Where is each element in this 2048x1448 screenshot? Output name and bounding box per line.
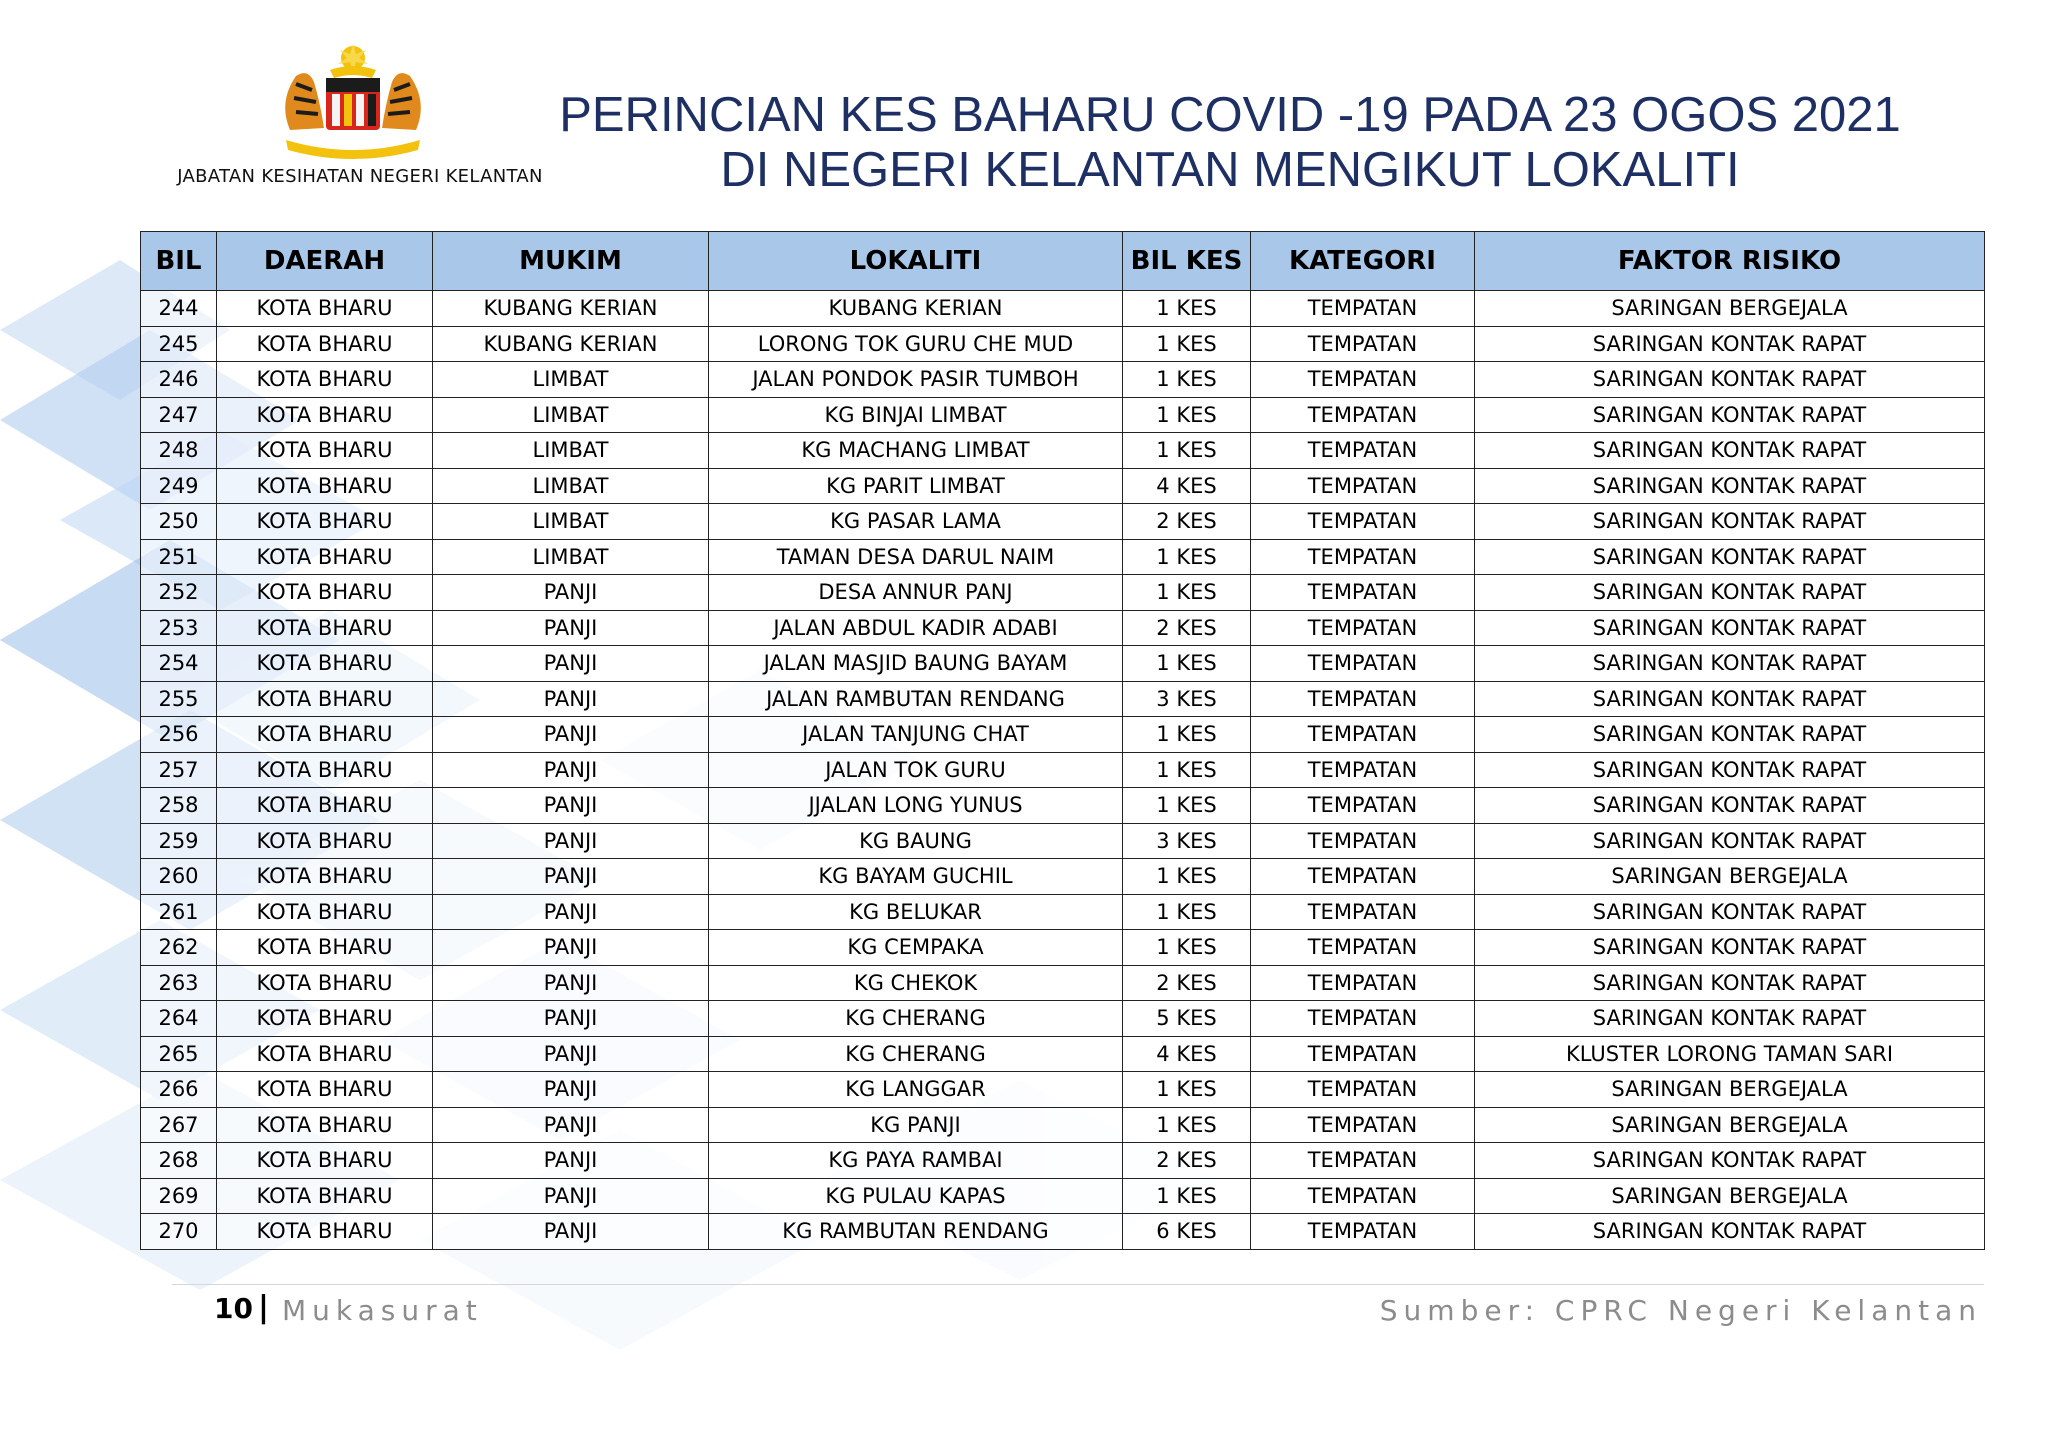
cell-kategori: TEMPATAN — [1251, 681, 1475, 717]
cell-daerah: KOTA BHARU — [217, 291, 433, 327]
malaysia-coat-of-arms-icon — [268, 42, 438, 164]
title-line-2: DI NEGERI KELANTAN MENGIKUT LOKALITI — [720, 143, 1740, 197]
cell-faktor-risiko: SARINGAN KONTAK RAPAT — [1475, 397, 1985, 433]
cell-bil: 252 — [141, 575, 217, 611]
cell-mukim: PANJI — [433, 717, 709, 753]
cell-bil-kes: 5 KES — [1123, 1001, 1251, 1037]
cell-faktor-risiko: SARINGAN KONTAK RAPAT — [1475, 823, 1985, 859]
cell-daerah: KOTA BHARU — [217, 859, 433, 895]
cell-mukim: PANJI — [433, 1107, 709, 1143]
cell-faktor-risiko: SARINGAN KONTAK RAPAT — [1475, 752, 1985, 788]
cell-bil-kes: 1 KES — [1123, 752, 1251, 788]
cell-lokaliti: LORONG TOK GURU CHE MUD — [709, 326, 1123, 362]
cell-bil-kes: 1 KES — [1123, 539, 1251, 575]
table-row — [141, 1107, 1985, 1143]
cell-faktor-risiko: SARINGAN KONTAK RAPAT — [1475, 433, 1985, 469]
cell-mukim: PANJI — [433, 1001, 709, 1037]
cell-mukim: LIMBAT — [433, 468, 709, 504]
cell-lokaliti: JALAN TANJUNG CHAT — [709, 717, 1123, 753]
cell-daerah: KOTA BHARU — [217, 965, 433, 1001]
cell-mukim: KUBANG KERIAN — [433, 326, 709, 362]
cell-daerah: KOTA BHARU — [217, 646, 433, 682]
cell-bil: 270 — [141, 1214, 217, 1250]
table-row — [141, 504, 1985, 540]
cell-bil-kes: 4 KES — [1123, 1036, 1251, 1072]
column-header-faktor-risiko: FAKTOR RISIKO — [1475, 232, 1985, 291]
column-header-lokaliti: LOKALITI — [709, 232, 1123, 291]
table-row — [141, 717, 1985, 753]
cell-kategori: TEMPATAN — [1251, 930, 1475, 966]
cell-bil: 254 — [141, 646, 217, 682]
table-row — [141, 646, 1985, 682]
cell-kategori: TEMPATAN — [1251, 646, 1475, 682]
cell-bil-kes: 3 KES — [1123, 681, 1251, 717]
cell-kategori: TEMPATAN — [1251, 1036, 1475, 1072]
title-line-1: PERINCIAN KES BAHARU COVID -19 PADA 23 OGOS 2021 — [559, 88, 1901, 142]
table-row — [141, 575, 1985, 611]
table-row — [141, 397, 1985, 433]
page-title — [540, 88, 1920, 198]
cell-lokaliti: KG PAYA RAMBAI — [709, 1143, 1123, 1179]
cell-faktor-risiko: SARINGAN KONTAK RAPAT — [1475, 610, 1985, 646]
cell-daerah: KOTA BHARU — [217, 681, 433, 717]
cell-kategori: TEMPATAN — [1251, 539, 1475, 575]
cell-mukim: PANJI — [433, 1214, 709, 1250]
column-header-bil: BIL — [141, 232, 217, 291]
cell-bil-kes: 1 KES — [1123, 930, 1251, 966]
cell-lokaliti: KG MACHANG LIMBAT — [709, 433, 1123, 469]
cell-faktor-risiko: SARINGAN BERGEJALA — [1475, 1072, 1985, 1108]
cell-bil: 258 — [141, 788, 217, 824]
cell-mukim: PANJI — [433, 575, 709, 611]
cell-mukim: PANJI — [433, 752, 709, 788]
cell-kategori: TEMPATAN — [1251, 291, 1475, 327]
cell-bil-kes: 1 KES — [1123, 859, 1251, 895]
cell-bil: 244 — [141, 291, 217, 327]
cell-kategori: TEMPATAN — [1251, 504, 1475, 540]
cell-mukim: PANJI — [433, 859, 709, 895]
cell-daerah: KOTA BHARU — [217, 752, 433, 788]
cell-mukim: PANJI — [433, 788, 709, 824]
table-row — [141, 823, 1985, 859]
cell-bil-kes: 1 KES — [1123, 362, 1251, 398]
cell-bil: 261 — [141, 894, 217, 930]
cell-kategori: TEMPATAN — [1251, 965, 1475, 1001]
cell-kategori: TEMPATAN — [1251, 1214, 1475, 1250]
cell-bil-kes: 1 KES — [1123, 397, 1251, 433]
cell-bil-kes: 1 KES — [1123, 291, 1251, 327]
table-header-row — [141, 232, 1985, 291]
cell-mukim: PANJI — [433, 1143, 709, 1179]
cell-faktor-risiko: SARINGAN KONTAK RAPAT — [1475, 1143, 1985, 1179]
cell-daerah: KOTA BHARU — [217, 610, 433, 646]
cell-faktor-risiko: SARINGAN KONTAK RAPAT — [1475, 681, 1985, 717]
cell-mukim: LIMBAT — [433, 433, 709, 469]
cell-bil-kes: 2 KES — [1123, 610, 1251, 646]
cell-daerah: KOTA BHARU — [217, 1143, 433, 1179]
cell-kategori: TEMPATAN — [1251, 433, 1475, 469]
cell-lokaliti: KG BELUKAR — [709, 894, 1123, 930]
cell-bil-kes: 3 KES — [1123, 823, 1251, 859]
cell-lokaliti: KUBANG KERIAN — [709, 291, 1123, 327]
cell-bil: 260 — [141, 859, 217, 895]
cell-bil-kes: 1 KES — [1123, 1107, 1251, 1143]
cell-lokaliti: KG PARIT LIMBAT — [709, 468, 1123, 504]
cell-faktor-risiko: SARINGAN BERGEJALA — [1475, 1178, 1985, 1214]
table-row — [141, 752, 1985, 788]
cell-bil: 268 — [141, 1143, 217, 1179]
cell-mukim: PANJI — [433, 894, 709, 930]
cell-kategori: TEMPATAN — [1251, 788, 1475, 824]
cell-lokaliti: JALAN TOK GURU — [709, 752, 1123, 788]
cell-daerah: KOTA BHARU — [217, 326, 433, 362]
cell-bil: 255 — [141, 681, 217, 717]
table-row — [141, 930, 1985, 966]
cell-bil: 259 — [141, 823, 217, 859]
case-table — [140, 231, 1985, 1250]
cell-daerah: KOTA BHARU — [217, 362, 433, 398]
cell-lokaliti: TAMAN DESA DARUL NAIM — [709, 539, 1123, 575]
cell-bil-kes: 1 KES — [1123, 894, 1251, 930]
cell-lokaliti: KG CHEKOK — [709, 965, 1123, 1001]
cell-bil-kes: 1 KES — [1123, 717, 1251, 753]
cell-bil: 247 — [141, 397, 217, 433]
cell-bil: 262 — [141, 930, 217, 966]
table-row — [141, 539, 1985, 575]
table-row — [141, 1143, 1985, 1179]
cell-kategori: TEMPATAN — [1251, 326, 1475, 362]
cell-daerah: KOTA BHARU — [217, 468, 433, 504]
page-label: Mukasurat — [282, 1294, 483, 1327]
cell-mukim: PANJI — [433, 930, 709, 966]
cell-bil: 246 — [141, 362, 217, 398]
cell-kategori: TEMPATAN — [1251, 752, 1475, 788]
table-row — [141, 1001, 1985, 1037]
source-credit: Sumber: CPRC Negeri Kelantan — [1379, 1294, 1982, 1327]
cell-kategori: TEMPATAN — [1251, 894, 1475, 930]
cell-kategori: TEMPATAN — [1251, 859, 1475, 895]
cell-bil-kes: 1 KES — [1123, 326, 1251, 362]
table-row — [141, 1036, 1985, 1072]
cell-bil-kes: 1 KES — [1123, 788, 1251, 824]
cell-faktor-risiko: SARINGAN KONTAK RAPAT — [1475, 717, 1985, 753]
cell-daerah: KOTA BHARU — [217, 1036, 433, 1072]
cell-mukim: PANJI — [433, 1036, 709, 1072]
cell-mukim: PANJI — [433, 965, 709, 1001]
cell-bil: 249 — [141, 468, 217, 504]
cell-daerah: KOTA BHARU — [217, 894, 433, 930]
cell-bil-kes: 1 KES — [1123, 1072, 1251, 1108]
table-row — [141, 468, 1985, 504]
cell-kategori: TEMPATAN — [1251, 717, 1475, 753]
table-row — [141, 326, 1985, 362]
cell-kategori: TEMPATAN — [1251, 1143, 1475, 1179]
table-row — [141, 859, 1985, 895]
cell-bil: 256 — [141, 717, 217, 753]
cell-mukim: LIMBAT — [433, 504, 709, 540]
cell-faktor-risiko: SARINGAN KONTAK RAPAT — [1475, 646, 1985, 682]
cell-bil: 253 — [141, 610, 217, 646]
table-row — [141, 1072, 1985, 1108]
cell-bil: 265 — [141, 1036, 217, 1072]
cell-lokaliti: KG LANGGAR — [709, 1072, 1123, 1108]
cell-lokaliti: KG RAMBUTAN RENDANG — [709, 1214, 1123, 1250]
cell-lokaliti: KG CHERANG — [709, 1036, 1123, 1072]
cell-lokaliti: JALAN PONDOK PASIR TUMBOH — [709, 362, 1123, 398]
cell-mukim: PANJI — [433, 681, 709, 717]
cell-kategori: TEMPATAN — [1251, 1001, 1475, 1037]
cell-mukim: KUBANG KERIAN — [433, 291, 709, 327]
cell-kategori: TEMPATAN — [1251, 1178, 1475, 1214]
cell-bil: 269 — [141, 1178, 217, 1214]
cell-lokaliti: KG PASAR LAMA — [709, 504, 1123, 540]
cell-faktor-risiko: SARINGAN KONTAK RAPAT — [1475, 788, 1985, 824]
cell-lokaliti: JJALAN LONG YUNUS — [709, 788, 1123, 824]
table-row — [141, 788, 1985, 824]
cell-lokaliti: KG CEMPAKA — [709, 930, 1123, 966]
cell-mukim: PANJI — [433, 1178, 709, 1214]
footer-divider — [172, 1284, 1984, 1285]
cell-mukim: LIMBAT — [433, 397, 709, 433]
cell-daerah: KOTA BHARU — [217, 433, 433, 469]
cell-daerah: KOTA BHARU — [217, 717, 433, 753]
cell-faktor-risiko: SARINGAN KONTAK RAPAT — [1475, 539, 1985, 575]
cell-daerah: KOTA BHARU — [217, 575, 433, 611]
cell-daerah: KOTA BHARU — [217, 1072, 433, 1108]
cell-faktor-risiko: SARINGAN KONTAK RAPAT — [1475, 1214, 1985, 1250]
cell-bil: 263 — [141, 965, 217, 1001]
table-row — [141, 610, 1985, 646]
cell-mukim: PANJI — [433, 1072, 709, 1108]
cell-lokaliti: KG BAYAM GUCHIL — [709, 859, 1123, 895]
column-header-daerah: DAERAH — [217, 232, 433, 291]
cell-lokaliti: KG PANJI — [709, 1107, 1123, 1143]
cell-kategori: TEMPATAN — [1251, 575, 1475, 611]
cell-faktor-risiko: SARINGAN BERGEJALA — [1475, 291, 1985, 327]
cell-lokaliti: JALAN MASJID BAUNG BAYAM — [709, 646, 1123, 682]
cell-lokaliti: KG PULAU KAPAS — [709, 1178, 1123, 1214]
cell-bil-kes: 1 KES — [1123, 433, 1251, 469]
cell-daerah: KOTA BHARU — [217, 1107, 433, 1143]
cell-daerah: KOTA BHARU — [217, 1001, 433, 1037]
cell-kategori: TEMPATAN — [1251, 397, 1475, 433]
cell-bil: 264 — [141, 1001, 217, 1037]
cell-mukim: PANJI — [433, 646, 709, 682]
cell-lokaliti: KG CHERANG — [709, 1001, 1123, 1037]
cell-bil-kes: 2 KES — [1123, 965, 1251, 1001]
cell-kategori: TEMPATAN — [1251, 468, 1475, 504]
cell-faktor-risiko: SARINGAN KONTAK RAPAT — [1475, 894, 1985, 930]
cell-faktor-risiko: SARINGAN KONTAK RAPAT — [1475, 965, 1985, 1001]
cell-daerah: KOTA BHARU — [217, 1214, 433, 1250]
cell-kategori: TEMPATAN — [1251, 610, 1475, 646]
cell-faktor-risiko: SARINGAN KONTAK RAPAT — [1475, 326, 1985, 362]
column-header-kategori: KATEGORI — [1251, 232, 1475, 291]
cell-faktor-risiko: KLUSTER LORONG TAMAN SARI — [1475, 1036, 1985, 1072]
cell-daerah: KOTA BHARU — [217, 539, 433, 575]
cell-bil-kes: 4 KES — [1123, 468, 1251, 504]
cell-mukim: LIMBAT — [433, 362, 709, 398]
page-number: 10 — [214, 1292, 253, 1325]
cell-lokaliti: KG BINJAI LIMBAT — [709, 397, 1123, 433]
table-row — [141, 1178, 1985, 1214]
cell-faktor-risiko: SARINGAN BERGEJALA — [1475, 859, 1985, 895]
cell-daerah: KOTA BHARU — [217, 397, 433, 433]
cell-bil: 266 — [141, 1072, 217, 1108]
cell-bil: 257 — [141, 752, 217, 788]
cell-lokaliti: JALAN ABDUL KADIR ADABI — [709, 610, 1123, 646]
column-header-mukim: MUKIM — [433, 232, 709, 291]
cell-mukim: PANJI — [433, 823, 709, 859]
cell-bil: 245 — [141, 326, 217, 362]
cell-kategori: TEMPATAN — [1251, 362, 1475, 398]
cell-kategori: TEMPATAN — [1251, 1072, 1475, 1108]
cell-bil-kes: 1 KES — [1123, 1178, 1251, 1214]
cell-daerah: KOTA BHARU — [217, 930, 433, 966]
table-body — [141, 291, 1985, 1250]
table-row — [141, 1214, 1985, 1250]
table-row — [141, 433, 1985, 469]
cell-mukim: LIMBAT — [433, 539, 709, 575]
cell-kategori: TEMPATAN — [1251, 1107, 1475, 1143]
cell-daerah: KOTA BHARU — [217, 788, 433, 824]
cell-lokaliti: JALAN RAMBUTAN RENDANG — [709, 681, 1123, 717]
cell-faktor-risiko: SARINGAN KONTAK RAPAT — [1475, 362, 1985, 398]
table-row — [141, 681, 1985, 717]
cell-kategori: TEMPATAN — [1251, 823, 1475, 859]
cell-bil: 250 — [141, 504, 217, 540]
table-row — [141, 894, 1985, 930]
cell-faktor-risiko: SARINGAN KONTAK RAPAT — [1475, 575, 1985, 611]
column-header-bil-kes: BIL KES — [1123, 232, 1251, 291]
cell-faktor-risiko: SARINGAN KONTAK RAPAT — [1475, 1001, 1985, 1037]
cell-mukim: PANJI — [433, 610, 709, 646]
cell-faktor-risiko: SARINGAN BERGEJALA — [1475, 1107, 1985, 1143]
cell-daerah: KOTA BHARU — [217, 823, 433, 859]
cell-daerah: KOTA BHARU — [217, 504, 433, 540]
cell-faktor-risiko: SARINGAN KONTAK RAPAT — [1475, 504, 1985, 540]
agency-name: JABATAN KESIHATAN NEGERI KELANTAN — [177, 166, 543, 187]
table-row — [141, 965, 1985, 1001]
cell-bil-kes: 6 KES — [1123, 1214, 1251, 1250]
cell-faktor-risiko: SARINGAN KONTAK RAPAT — [1475, 468, 1985, 504]
table-row — [141, 291, 1985, 327]
cell-bil: 248 — [141, 433, 217, 469]
cell-faktor-risiko: SARINGAN KONTAK RAPAT — [1475, 930, 1985, 966]
cell-lokaliti: DESA ANNUR PANJ — [709, 575, 1123, 611]
cell-bil: 267 — [141, 1107, 217, 1143]
cell-bil-kes: 2 KES — [1123, 504, 1251, 540]
page-separator: | — [258, 1290, 269, 1325]
cell-lokaliti: KG BAUNG — [709, 823, 1123, 859]
cell-bil-kes: 1 KES — [1123, 646, 1251, 682]
cell-bil: 251 — [141, 539, 217, 575]
cell-daerah: KOTA BHARU — [217, 1178, 433, 1214]
cell-bil-kes: 1 KES — [1123, 575, 1251, 611]
table-row — [141, 362, 1985, 398]
cell-bil-kes: 2 KES — [1123, 1143, 1251, 1179]
